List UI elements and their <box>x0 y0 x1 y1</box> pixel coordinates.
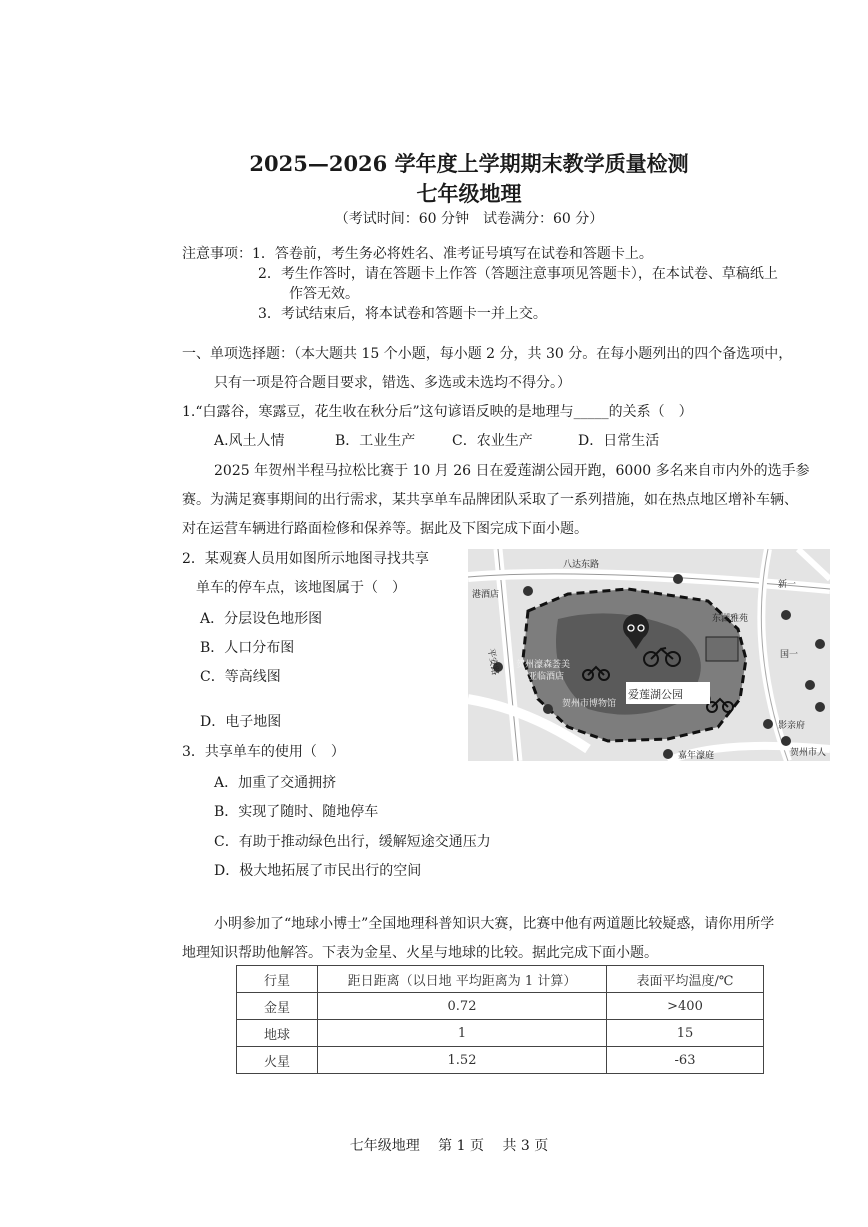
q3-option-a: A．加重了交通拥挤 <box>214 775 337 791</box>
material-2-line-1: 小明参加了“地球小博士”全国地理科普知识大赛，比赛中他有两道题比较疑惑，请你用所学 <box>214 916 775 932</box>
map-label-left-road: 平安路 <box>485 647 500 677</box>
table-header-row <box>237 966 764 993</box>
map-label-right-mid: 国一 <box>780 650 799 660</box>
table-header-cell: 表面平均温度/℃ <box>607 966 764 993</box>
notice-line-2: 2．考生作答时，请在答题卡上作答（答题注意事项见答题卡），在本试卷、草稿纸上 <box>258 266 778 282</box>
map-label-right-top: 新一 <box>778 580 797 590</box>
material-2-line-2: 地理知识帮助他解答。下表为金星、火星与地球的比较。据此完成下面小题。 <box>182 945 658 961</box>
q3-option-b: B．实现了随时、随地停车 <box>214 804 379 820</box>
map-label-bottom: 嘉年濠庭 <box>678 751 715 761</box>
table-cell: >400 <box>607 993 764 1020</box>
map-label-road-top: 八达东路 <box>563 560 600 570</box>
section-instructions: 只有一项是符合题目要求，错选、多选或未选均不得分。） <box>214 375 571 391</box>
notice-line-1: 注意事项：1．答卷前，考生务必将姓名、准考证号填写在试卷和答题卡上。 <box>182 246 653 262</box>
q1-option-d: D．日常生活 <box>578 433 660 449</box>
q2-option-c: C．等高线图 <box>200 669 281 685</box>
table-cell: -63 <box>607 1047 764 1074</box>
question-2-stem-cont: 单车的停车点，该地图属于（ ） <box>196 580 406 596</box>
page-footer: 七年级地理 第 1 页 共 3 页 <box>349 1138 549 1154</box>
q1-option-b: B．工业生产 <box>335 433 416 449</box>
map-label-park: 爱莲湖公园 <box>628 688 683 701</box>
map-label-hotel-mid-2: 亚临酒店 <box>528 672 565 682</box>
map-label-hotel-mid-1: 贺州濠森荟美 <box>516 660 571 670</box>
table-row <box>237 993 764 1020</box>
q2-option-a: A．分层设色地形图 <box>200 611 323 627</box>
table-cell: 0.72 <box>318 993 607 1020</box>
question-2-stem: 2．某观赛人员用如图所示地图寻找共享 <box>182 551 429 567</box>
q1-option-c: C．农业生产 <box>452 433 533 449</box>
table-cell: 地球 <box>237 1020 318 1047</box>
table-cell: 1 <box>318 1020 607 1047</box>
material-1-line-3: 对在运营车辆进行路面检修和保养等。据此及下图完成下面小题。 <box>182 521 588 537</box>
question-3-stem: 3．共享单车的使用（ ） <box>182 744 345 760</box>
material-1-line-1: 2025 年贺州半程马拉松比赛于 10 月 26 日在爱莲湖公园开跑，6000 多名来自市内外的选手参 <box>214 463 810 479</box>
table-row <box>237 1020 764 1047</box>
table-cell: 火星 <box>237 1047 318 1074</box>
exam-title: 2025—2026 学年度上学期期末教学质量检测 <box>249 151 689 176</box>
electronic-map <box>468 549 830 761</box>
table-header-cell: 距日距离（以日地 平均距离为 1 计算） <box>318 966 607 993</box>
table-cell: 1.52 <box>318 1047 607 1074</box>
planet-comparison-table <box>236 965 764 1074</box>
subject-title: 七年级地理 <box>416 181 522 206</box>
q1-option-a: A.风土人情 <box>214 433 285 449</box>
q2-option-d: D．电子地图 <box>200 714 282 730</box>
question-1-stem: 1.“白露谷，寒露豆，花生收在秋分后”这句谚语反映的是地理与_____的关系（ ） <box>182 404 693 420</box>
table-row <box>237 1047 764 1074</box>
table-cell: 15 <box>607 1020 764 1047</box>
material-1-line-2: 赛。为满足赛事期间的出行需求，某共享单车品牌团队采取了一系列措施，如在热点地区增补车辆、 <box>182 492 798 508</box>
map-label-museum: 贺州市博物馆 <box>562 699 617 709</box>
map-label-cinema: 影亲府 <box>778 721 806 731</box>
q3-option-c: C．有助于推动绿色出行，缓解短途交通压力 <box>214 834 491 850</box>
section-heading: 一、单项选择题：（本大题共 15 个小题，每小题 2 分，共 30 分。在每小题列出的四个备选项中， <box>182 346 793 362</box>
exam-info: （考试时间：60 分钟 试卷满分：60 分） <box>334 211 604 227</box>
table-header-cell: 行星 <box>237 966 318 993</box>
q3-option-d: D．极大地拓展了市民出行的空间 <box>214 863 422 879</box>
map-label-bottom-right: 贺州市人 <box>790 748 827 758</box>
map-label-east-lake: 东湖雅苑 <box>712 614 749 624</box>
notice-line-4: 3．考试结束后，将本试卷和答题卡一并上交。 <box>258 306 547 322</box>
table-cell: 金星 <box>237 993 318 1020</box>
notice-line-3: 作答无效。 <box>289 286 359 302</box>
q2-option-b: B．人口分布图 <box>200 640 295 656</box>
map-label-hotel-left: 港酒店 <box>472 590 500 600</box>
